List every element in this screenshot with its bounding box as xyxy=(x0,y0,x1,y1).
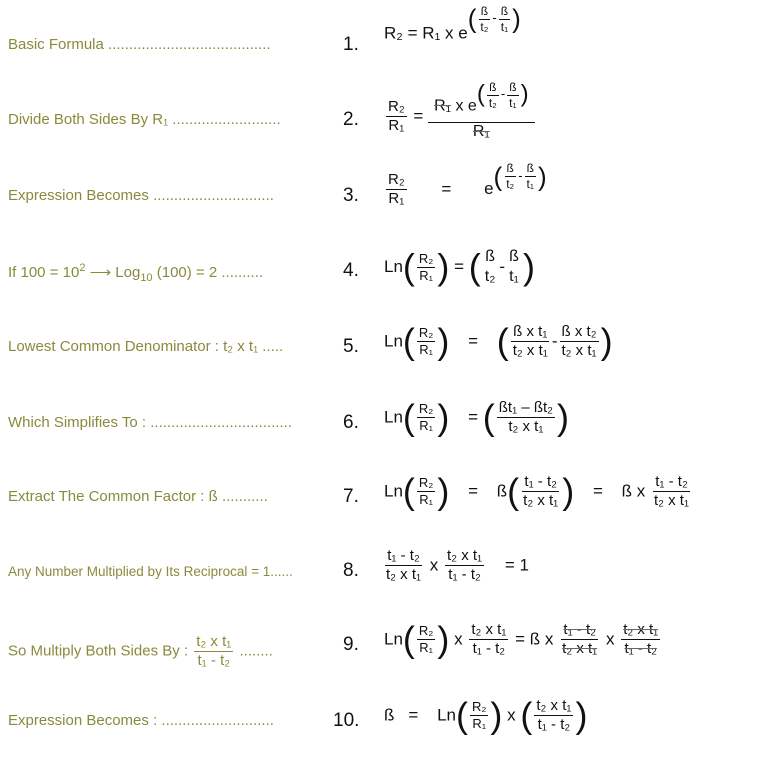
row-10 xyxy=(0,692,763,752)
row-3 xyxy=(0,160,763,220)
equation-number: 7. xyxy=(343,486,359,507)
equation-number: 2. xyxy=(343,109,359,130)
exponent: ( ß t₂ - ß t₁ ) xyxy=(467,3,521,34)
row-label: Which Simplifies To : .................................. xyxy=(8,414,292,431)
row-label: Expression Becomes ............................. xyxy=(8,187,274,204)
row-label: Any Number Multiplied by Its Reciprocal = 1...... xyxy=(8,564,293,579)
equation-number: 1. xyxy=(343,34,359,55)
equation-number: 6. xyxy=(343,412,359,433)
row-8 xyxy=(0,542,763,598)
row-9 xyxy=(0,616,763,676)
equation: Ln( $\frac{\text{R₂}}{\text{R₁}}$ ) = ( $\frac{\text{ßt₁ – ßt₂}}{\text{t₂ x t₁}}$ ) xyxy=(384,396,569,438)
equation-number: 10. xyxy=(333,710,360,731)
equation: Ln( $\frac{\text{R₂}}{\text{R₁}}$ ) x $\frac{\text{t₂ x t₁}}{\text{t₁ - t₂}}$ = ß x $\frac{\text{t₁ - t₂}}{\text{t₂ x t₁}}$ x $\frac{\text{t₂ x t₁}}{\text{t₁ - t₂}}$ xyxy=(384,618,659,660)
row-label: Divide Both Sides By R₁ .......................... xyxy=(8,111,281,128)
row-label: Extract The Common Factor : ß ........... xyxy=(8,488,268,505)
row-label: If $100 = 10^2$ ⟶ Log$_{10}$ (100) = 2 .......... xyxy=(8,262,264,284)
equation: R₂ = R₁ x $e^{( \frac{ß}{\text{t₂}} - \frac{ß}{\text{t₁}} )}$ xyxy=(384,3,521,43)
row-4 xyxy=(0,240,763,300)
equation: $\frac{\text{R₂}}{\text{R₁}}$ = R₁ x $e^{( \frac{ß}{\text{t₂}} - \frac{ß}{\text{t₁}} )}$ R₁ xyxy=(384,92,535,141)
row-7 xyxy=(0,466,763,526)
equation: Ln( $\frac{\text{R₂}}{\text{R₁}}$ ) = ß( $\frac{\text{t₁ - t₂}}{\text{t₂ x t₁}}$ ) = ß x $\frac{\text{t₁ - t₂}}{\text{t₂ x t₁}}$ xyxy=(384,470,690,512)
row-label: Expression Becomes : ........................... xyxy=(8,712,274,729)
row-2 xyxy=(0,80,763,140)
row-5 xyxy=(0,316,763,376)
equation: $\frac{\text{t₁ - t₂}}{\text{t₂ x t₁}}$ x $\frac{\text{t₂ x t₁}}{\text{t₁ - t₂}}$ = 1 xyxy=(386,547,529,583)
row-label: So Multiply Both Sides By : $\frac{\text{t₂ x t₁}}{\text{t₁ - t₂}}$ ........ xyxy=(8,633,273,669)
row-1 xyxy=(0,3,763,66)
row-6 xyxy=(0,392,763,452)
equation-number: 5. xyxy=(343,336,359,357)
equation-number: 3. xyxy=(343,185,359,206)
equation: Ln( $\frac{\text{R₂}}{\text{R₁}}$ ) = ( ß t₂ - ß t₁ ) xyxy=(384,246,535,287)
row-label: Basic Formula ....................................... xyxy=(8,36,271,53)
row-label: Lowest Common Denominator : t₂ x t₁ ..... xyxy=(8,338,284,355)
equation-number: 8. xyxy=(343,560,359,581)
equation: $\frac{\text{R₂}}{\text{R₁}}$ = $e^{( \frac{ß}{\text{t₂}} - \frac{ß}{\text{t₁}} )}$ xyxy=(388,161,547,207)
equation: ß = Ln( $\frac{\text{R₂}}{\text{R₁}}$ ) x ( $\frac{\text{t₂ x t₁}}{\text{t₁ - t₂}}$ ) xyxy=(384,694,588,736)
equation-number: 4. xyxy=(343,260,359,281)
equation-number: 9. xyxy=(343,634,359,655)
equation: Ln( $\frac{\text{R₂}}{\text{R₁}}$ ) = ( $\frac{\text{ß x t₁}}{\text{t₂ x t₁}}$ - $\frac{\text{ß x t₂}}{\text{t₂ x t₁}}$ ) xyxy=(384,320,613,362)
